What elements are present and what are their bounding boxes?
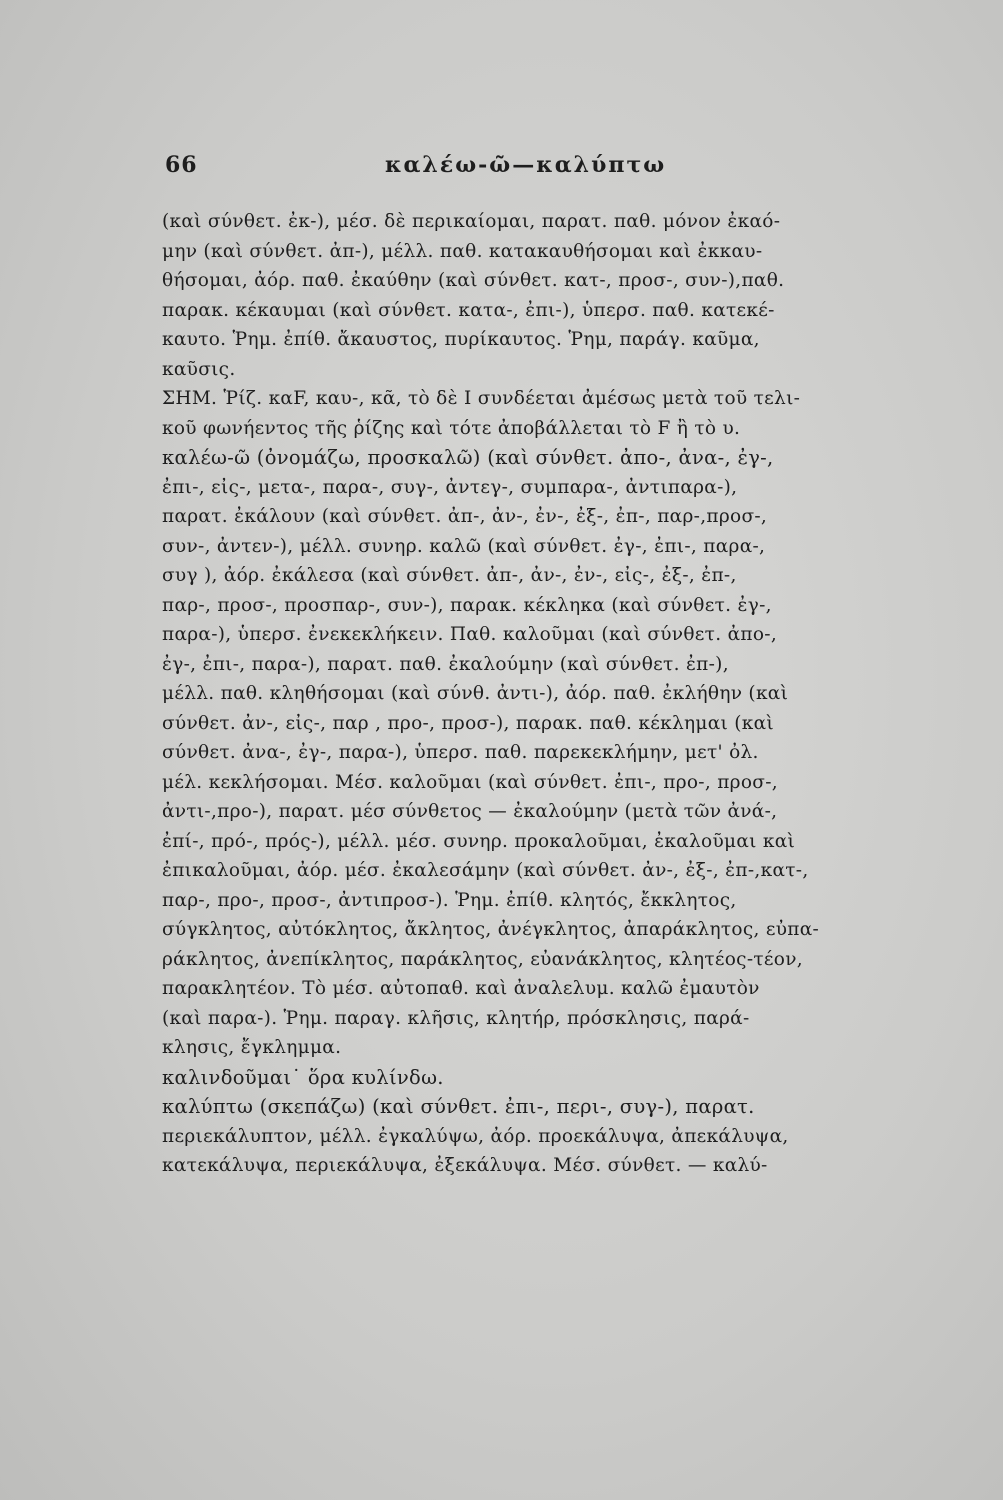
text-line: ἐπι-, εἰς-, μετα-, παρα-, συγ-, ἀντεγ-, συμπαρα-, ἀντιπαρα-), [162,476,738,498]
text-line: παρακ. κέκαυμαι (καὶ σύνθετ. κατα-, ἐπι-), ὑπερσ. παθ. κατεκέ- [162,299,775,321]
text-line: παρα-), ὑπερσ. ἐνεκεκλήκειν. Παθ. καλοῦμαι (καὶ σύνθετ. ἀπο-, [162,624,777,645]
text-line: θήσομαι, ἀόρ. παθ. ἐκαύθην (καὶ σύνθετ. κατ-, προσ-, συν-),παθ. [162,270,785,291]
text-line: καῦσις. [162,358,236,380]
entry-kaleo: καλέω-ῶ (ὀνομάζω, προσκαλῶ) (καὶ σύνθετ. ἀπο-, ἀνα-, ἐγ-, [162,446,774,469]
text-line: παρ-, προ-, προσ-, ἀντιπροσ-). Ῥημ. ἐπίθ. κλητός, ἔκκλητος, [162,889,737,911]
dictionary-text [162,207,937,1181]
note-line: κοῦ φωνήεντος τῆς ῥίζης καὶ τότε ἀποβάλλεται τὸ F ἢ τὸ υ. [162,417,741,439]
text-line: (καὶ σύνθετ. ἐκ-), μέσ. δὲ περικαίομαι, παρατ. παθ. μόνον ἐκαό- [162,211,781,232]
text-line: συγ ), ἀόρ. ἐκάλεσα (καὶ σύνθετ. ἀπ-, ἀν-, ἐν-, εἰς-, ἐξ-, ἐπ-, [162,565,737,586]
text-line: σύνθετ. ἀν-, εἰς-, παρ , προ-, προσ-), παρακ. παθ. κέκλημαι (καὶ [162,712,774,734]
text-line: παρατ. ἐκάλουν (καὶ σύνθετ. ἀπ-, ἀν-, ἐν-, ἐξ-, ἐπ-, παρ-,προσ-, [162,506,768,527]
text-line: (καὶ παρα-). Ῥημ. παραγ. κλῆσις, κλητήρ, πρόσκλησις, παρά- [162,1007,750,1029]
text-line: καυτο. Ῥημ. ἐπίθ. ἄκαυστος, πυρίκαυτος. Ῥημ, παράγ. καῦμα, [162,329,760,350]
text-line: ἐγ-, ἐπι-, παρα-), παρατ. παθ. ἐκαλούμην (καὶ σύνθετ. ἐπ-), [162,653,729,675]
page-header [165,152,935,186]
text-line: ἀντι-,προ-), παρατ. μέσ σύνθετος — ἐκαλούμην (μετὰ τῶν ἀνά-, [162,801,778,822]
entry-kalypto: καλύπτω (σκεπάζω) (καὶ σύνθετ. ἐπι-, περι-, συγ-), παρατ. [162,1095,755,1118]
text-line: σύνθετ. ἀνα-, ἐγ-, παρα-), ὑπερσ. παθ. παρεκεκλήμην, μετ' ὀλ. [162,742,759,763]
text-line: παρακλητέον. Τὸ μέσ. αὐτοπαθ. καὶ ἀναλελυμ. καλῶ ἐμαυτὸν [162,978,760,999]
note-line: ΣΗΜ. Ῥίζ. καF, καυ-, κᾶ, τὸ δὲ Ι συνδέεται ἀμέσως μετὰ τοῦ τελι- [162,388,801,409]
page-number: 66 [165,152,198,178]
text-line: ἐπικαλοῦμαι, ἀόρ. μέσ. ἐκαλεσάμην (καὶ σύνθετ. ἀν-, ἐξ-, ἐπ-,κατ-, [162,860,809,881]
text-line: κατεκάλυψα, περιεκάλυψα, ἐξεκάλυψα. Μέσ. σύνθετ. — καλύ- [162,1155,768,1176]
running-head: καλέω-ῶ—καλύπτω [385,152,667,178]
text-line: μέλ. κεκλήσομαι. Μέσ. καλοῦμαι (καὶ σύνθετ. ἐπι-, προ-, προσ-, [162,771,778,793]
text-line: μέλλ. παθ. κληθήσομαι (καὶ σύνθ. ἀντι-), ἀόρ. παθ. ἐκλήθην (καὶ [162,683,789,704]
text-line: σύγκλητος, αὐτόκλητος, ἄκλητος, ἀνέγκλητος, ἀπαράκλητος, εὐπα- [162,919,820,940]
text-line: περιεκάλυπτον, μέλλ. ἐγκαλύψω, ἀόρ. προεκάλυψα, ἀπεκάλυψα, [162,1125,789,1147]
text-line: ράκλητος, ἀνεπίκλητος, παράκλητος, εὐανάκλητος, κλητέος-τέον, [162,948,803,970]
text-line: ἐπί-, πρό-, πρός-), μέλλ. μέσ. συνηρ. προκαλοῦμαι, ἐκαλοῦμαι καὶ [162,830,796,852]
text-line: κλησις, ἔγκλημμα. [162,1037,342,1058]
text-line: μην (καὶ σύνθετ. ἀπ-), μέλλ. παθ. κατακαυθήσομαι καὶ ἐκκαυ- [162,240,763,262]
entry-kalindoumai: καλινδοῦμαι˙ ὅρα κυλίνδω. [162,1065,444,1089]
text-line: παρ-, προσ-, προσπαρ-, συν-), παρακ. κέκληκα (καὶ σύνθετ. ἐγ-, [162,594,772,616]
text-line: συν-, ἀντεν-), μέλλ. συνηρ. καλῶ (καὶ σύνθετ. ἐγ-, ἐπι-, παρα-, [162,535,766,557]
